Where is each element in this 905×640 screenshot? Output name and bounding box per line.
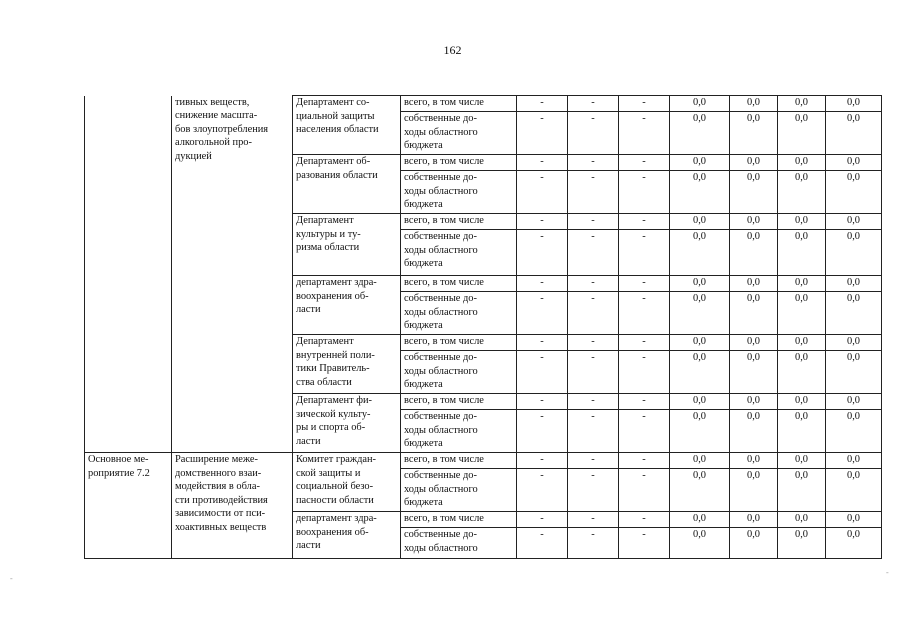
value-cell-6: 0,0: [778, 96, 826, 112]
department-cell: Департамент фи- зической культу- ры и спорта об- ласти: [293, 394, 401, 453]
measure-title-cell: тивных веществ, снижение масшта- бов злоупотребления алкогольной про- дукцией: [172, 96, 293, 453]
value-cell-5: 0,0: [730, 512, 778, 528]
value-cell-6: 0,0: [778, 410, 826, 453]
funding-source-cell: всего, в том числе: [401, 335, 517, 351]
value-cell-7: 0,0: [826, 96, 882, 112]
value-cell-1: -: [517, 453, 568, 469]
department-cell: департамент здра- воохранения об- ласти: [293, 276, 401, 335]
value-cell-6: 0,0: [778, 292, 826, 335]
value-cell-1: -: [517, 96, 568, 112]
value-cell-3: -: [619, 230, 670, 276]
value-cell-7: 0,0: [826, 394, 882, 410]
funding-source-cell: собственные до- ходы областного бюджета: [401, 292, 517, 335]
value-cell-1: -: [517, 512, 568, 528]
value-cell-3: -: [619, 155, 670, 171]
value-cell-2: -: [568, 230, 619, 276]
value-cell-6: 0,0: [778, 453, 826, 469]
value-cell-2: -: [568, 469, 619, 512]
value-cell-3: -: [619, 276, 670, 292]
value-cell-6: 0,0: [778, 112, 826, 155]
measure-title-cell: Расширение меже- домственного взаи- модействия в обла- сти противодействия зависимости от пси- хоактивных веществ: [172, 453, 293, 559]
value-cell-3: -: [619, 335, 670, 351]
value-cell-4: 0,0: [670, 453, 730, 469]
value-cell-5: 0,0: [730, 155, 778, 171]
value-cell-5: 0,0: [730, 394, 778, 410]
scan-margin-mark: -: [886, 568, 889, 577]
value-cell-6: 0,0: [778, 230, 826, 276]
value-cell-5: 0,0: [730, 230, 778, 276]
value-cell-2: -: [568, 171, 619, 214]
department-cell: Департамент культуры и ту- ризма области: [293, 214, 401, 276]
funding-source-cell: собственные до- ходы областного бюджета: [401, 351, 517, 394]
department-cell: Комитет граждан- ской защиты и социальной безо- пасности области: [293, 453, 401, 512]
value-cell-7: 0,0: [826, 230, 882, 276]
value-cell-3: -: [619, 410, 670, 453]
funding-source-cell: всего, в том числе: [401, 512, 517, 528]
value-cell-7: 0,0: [826, 112, 882, 155]
value-cell-2: -: [568, 512, 619, 528]
value-cell-6: 0,0: [778, 155, 826, 171]
value-cell-4: 0,0: [670, 394, 730, 410]
value-cell-2: -: [568, 112, 619, 155]
value-cell-6: 0,0: [778, 214, 826, 230]
value-cell-5: 0,0: [730, 171, 778, 214]
funding-source-cell: всего, в том числе: [401, 394, 517, 410]
value-cell-3: -: [619, 469, 670, 512]
value-cell-4: 0,0: [670, 335, 730, 351]
funding-source-cell: собственные до- ходы областного бюджета: [401, 112, 517, 155]
value-cell-2: -: [568, 351, 619, 394]
value-cell-4: 0,0: [670, 214, 730, 230]
value-cell-4: 0,0: [670, 292, 730, 335]
value-cell-2: -: [568, 335, 619, 351]
value-cell-4: 0,0: [670, 230, 730, 276]
value-cell-4: 0,0: [670, 351, 730, 394]
funding-source-cell: собственные до- ходы областного бюджета: [401, 171, 517, 214]
value-cell-2: -: [568, 453, 619, 469]
value-cell-6: 0,0: [778, 351, 826, 394]
value-cell-2: -: [568, 276, 619, 292]
value-cell-3: -: [619, 292, 670, 335]
value-cell-6: 0,0: [778, 171, 826, 214]
value-cell-2: -: [568, 410, 619, 453]
value-cell-1: -: [517, 469, 568, 512]
value-cell-5: 0,0: [730, 351, 778, 394]
value-cell-1: -: [517, 276, 568, 292]
value-cell-7: 0,0: [826, 171, 882, 214]
value-cell-5: 0,0: [730, 276, 778, 292]
value-cell-1: -: [517, 528, 568, 559]
department-cell: Департамент об- разования области: [293, 155, 401, 214]
value-cell-1: -: [517, 112, 568, 155]
value-cell-2: -: [568, 96, 619, 112]
value-cell-1: -: [517, 351, 568, 394]
value-cell-4: 0,0: [670, 469, 730, 512]
value-cell-3: -: [619, 171, 670, 214]
value-cell-2: -: [568, 394, 619, 410]
value-cell-1: -: [517, 335, 568, 351]
value-cell-2: -: [568, 528, 619, 559]
value-cell-1: -: [517, 155, 568, 171]
table-row: [85, 96, 882, 112]
funding-source-cell: собственные до- ходы областного бюджета: [401, 410, 517, 453]
value-cell-2: -: [568, 155, 619, 171]
value-cell-7: 0,0: [826, 335, 882, 351]
value-cell-7: 0,0: [826, 276, 882, 292]
value-cell-1: -: [517, 292, 568, 335]
value-cell-1: -: [517, 230, 568, 276]
value-cell-7: 0,0: [826, 528, 882, 559]
funding-source-cell: собственные до- ходы областного бюджета: [401, 230, 517, 276]
value-cell-5: 0,0: [730, 96, 778, 112]
value-cell-4: 0,0: [670, 528, 730, 559]
value-cell-4: 0,0: [670, 410, 730, 453]
value-cell-1: -: [517, 410, 568, 453]
measure-code-cell: [85, 96, 172, 453]
funding-source-cell: собственные до- ходы областного: [401, 528, 517, 559]
value-cell-3: -: [619, 453, 670, 469]
department-cell: Департамент внутренней поли- тики Правитель- ства области: [293, 335, 401, 394]
value-cell-5: 0,0: [730, 469, 778, 512]
value-cell-2: -: [568, 214, 619, 230]
department-cell: департамент здра- воохранения об- ласти: [293, 512, 401, 559]
table-row: [85, 453, 882, 469]
value-cell-5: 0,0: [730, 292, 778, 335]
value-cell-7: 0,0: [826, 292, 882, 335]
funding-source-cell: всего, в том числе: [401, 276, 517, 292]
value-cell-5: 0,0: [730, 453, 778, 469]
value-cell-1: -: [517, 171, 568, 214]
funding-source-cell: всего, в том числе: [401, 96, 517, 112]
value-cell-1: -: [517, 394, 568, 410]
value-cell-4: 0,0: [670, 96, 730, 112]
department-cell: Департамент со- циальной защиты населения области: [293, 96, 401, 155]
measure-code-cell: Основное ме- роприятие 7.2: [85, 453, 172, 559]
value-cell-6: 0,0: [778, 335, 826, 351]
value-cell-7: 0,0: [826, 469, 882, 512]
value-cell-6: 0,0: [778, 512, 826, 528]
value-cell-4: 0,0: [670, 171, 730, 214]
value-cell-3: -: [619, 351, 670, 394]
value-cell-6: 0,0: [778, 394, 826, 410]
value-cell-1: -: [517, 214, 568, 230]
value-cell-3: -: [619, 214, 670, 230]
value-cell-5: 0,0: [730, 410, 778, 453]
value-cell-6: 0,0: [778, 276, 826, 292]
value-cell-3: -: [619, 96, 670, 112]
value-cell-3: -: [619, 112, 670, 155]
value-cell-3: -: [619, 512, 670, 528]
value-cell-2: -: [568, 292, 619, 335]
value-cell-4: 0,0: [670, 155, 730, 171]
value-cell-3: -: [619, 394, 670, 410]
value-cell-4: 0,0: [670, 512, 730, 528]
value-cell-7: 0,0: [826, 453, 882, 469]
value-cell-7: 0,0: [826, 155, 882, 171]
value-cell-7: 0,0: [826, 351, 882, 394]
value-cell-5: 0,0: [730, 528, 778, 559]
value-cell-5: 0,0: [730, 335, 778, 351]
funding-source-cell: всего, в том числе: [401, 155, 517, 171]
value-cell-7: 0,0: [826, 410, 882, 453]
value-cell-3: -: [619, 528, 670, 559]
value-cell-7: 0,0: [826, 512, 882, 528]
value-cell-6: 0,0: [778, 469, 826, 512]
budget-table: [84, 95, 882, 559]
funding-source-cell: всего, в том числе: [401, 214, 517, 230]
value-cell-4: 0,0: [670, 112, 730, 155]
scan-margin-mark: -: [10, 574, 13, 583]
value-cell-5: 0,0: [730, 112, 778, 155]
funding-source-cell: собственные до- ходы областного бюджета: [401, 469, 517, 512]
funding-source-cell: всего, в том числе: [401, 453, 517, 469]
value-cell-7: 0,0: [826, 214, 882, 230]
value-cell-5: 0,0: [730, 214, 778, 230]
page-number: 162: [443, 43, 462, 57]
table-body: [85, 96, 882, 559]
value-cell-4: 0,0: [670, 276, 730, 292]
value-cell-6: 0,0: [778, 528, 826, 559]
